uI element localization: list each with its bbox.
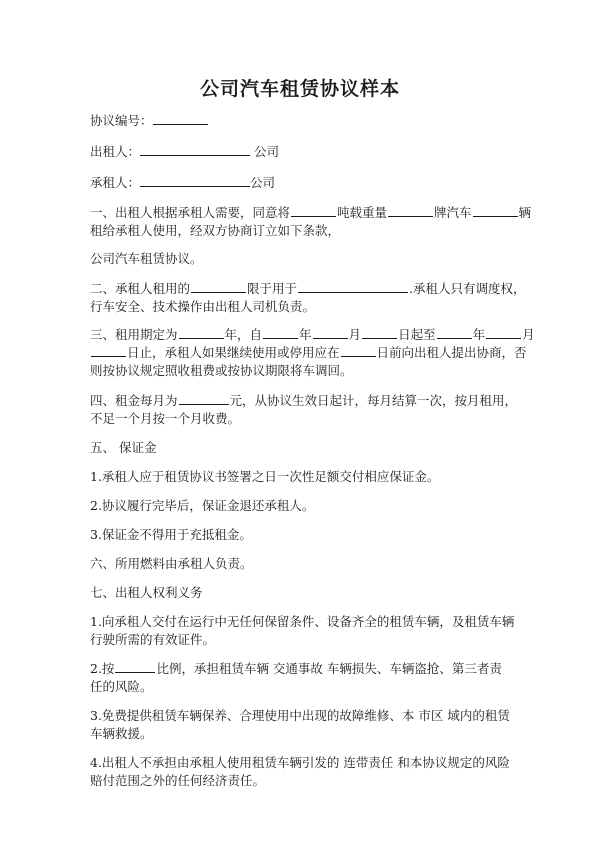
clause-2-line-2: 行车安全、技术操作由出租人司机负责。 (90, 299, 316, 314)
lessor-blank[interactable] (140, 143, 250, 156)
clause-text: 日前向出租人提出协商，否 (376, 345, 527, 360)
blank[interactable] (179, 326, 224, 339)
lessor-label: 出租人： (90, 144, 141, 159)
blank[interactable] (263, 326, 298, 339)
blank[interactable] (388, 204, 433, 217)
clause-text: 二、承租人租用的 (90, 281, 191, 296)
blank[interactable] (341, 344, 376, 357)
clause-1-line-2: 租给承租人使用，经双方协商订立如下条款， (90, 223, 341, 238)
clause-text: 元，从协议生效日起计，每月结算一次，按月租用， (229, 393, 518, 408)
clause-text: 四、租金每月为 (90, 393, 178, 408)
agreement-number-blank[interactable] (153, 112, 208, 125)
blank[interactable] (191, 280, 246, 293)
deposit-item-2: 2.协议履行完毕后，保证金退还承租人。 (90, 498, 315, 513)
agreement-number-line (90, 111, 510, 129)
clause-text: 三、租用期定为 (90, 327, 178, 342)
clause-text: 限于用于 (247, 281, 298, 296)
clause-text: 年，自 (224, 327, 263, 342)
agreement-name-line: 公司汽车租赁协议。 (90, 251, 203, 266)
clause-text: 辆 (518, 205, 532, 220)
clause-text: .承租人只有调度权， (409, 281, 526, 296)
duty-4-line-2: 赔付范围之外的任何经济责任。 (90, 773, 266, 788)
clause-text: 比例，承担租赁车辆 交通事故 车辆损失、车辆盗抢、第三者责 (156, 661, 502, 676)
clause-text: 年 (472, 327, 486, 342)
lessee-suffix: 公司 (250, 175, 276, 190)
blank[interactable] (437, 326, 472, 339)
section-6-line: 六、所用燃料由承租人负责。 (90, 556, 253, 571)
clause-text: 吨载重量 (337, 205, 388, 220)
duty-2-line-1 (90, 659, 510, 677)
duty-1-line-1: 1.向承租人交付在运行中无任何保留条件、设备齐全的租赁车辆，及租赁车辆 (90, 614, 515, 629)
duty-1-line-2: 行驶所需的有效证件。 (90, 632, 216, 647)
blank[interactable] (115, 660, 155, 673)
duty-2-line-2: 任的风险。 (90, 679, 153, 694)
blank[interactable] (291, 204, 336, 217)
blank[interactable] (298, 280, 408, 293)
clause-text: 年 (299, 327, 312, 342)
blank[interactable] (473, 204, 518, 217)
blank[interactable] (486, 326, 521, 339)
document-title: 公司汽车租赁协议样本 (199, 78, 400, 100)
deposit-item-1: 1.承租人应于租赁协议书签署之日一次性足额交付相应保证金。 (90, 469, 440, 484)
agreement-number-label: 协议编号： (90, 113, 153, 128)
lessor-line (90, 142, 510, 160)
clause-4-line-1 (90, 391, 518, 409)
clause-3-line-3: 则按协议规定照收租费或按协议期限将车调回。 (90, 363, 353, 378)
lessee-line (90, 173, 510, 191)
lessee-label: 承租人： (90, 175, 141, 190)
duty-4-line-1: 4.出租人不承担由承租人使用租赁车辆引发的 连带责任 和本协议规定的风险 (90, 755, 510, 770)
clause-1-line-1 (90, 203, 532, 221)
blank[interactable] (362, 326, 397, 339)
section-5-heading: 五、 保证金 (90, 440, 157, 455)
section-7-heading: 七、出租人权利义务 (90, 585, 203, 600)
lessor-suffix: 公司 (254, 144, 280, 159)
clause-4-line-2: 不足一个月按一个月收费。 (90, 411, 241, 426)
clause-text: 2.按 (90, 661, 115, 676)
deposit-item-3: 3.保证金不得用于充抵租金。 (90, 527, 252, 542)
clause-2-line-1 (90, 279, 526, 297)
lessee-blank[interactable] (140, 174, 250, 187)
duty-3-line-2: 车辆救援。 (90, 726, 153, 741)
clause-text: 牌汽车 (434, 205, 472, 220)
clause-text: 日起至 (398, 327, 436, 342)
duty-3-line-1: 3.免费提供租赁车辆保养、合理使用中出现的故障维修、本 市区 域内的租赁 (90, 708, 510, 723)
clause-text: 月 (522, 327, 535, 342)
clause-text: 一、出租人根据承租人需要，同意将 (90, 205, 291, 220)
clause-3-line-1 (90, 325, 535, 343)
clause-text: 月 (348, 327, 362, 342)
clause-text: 日止，承租人如果继续使用或停用应在 (127, 345, 340, 360)
blank[interactable] (313, 326, 348, 339)
blank[interactable] (179, 392, 229, 405)
clause-3-line-2 (90, 343, 527, 361)
blank[interactable] (91, 344, 126, 357)
